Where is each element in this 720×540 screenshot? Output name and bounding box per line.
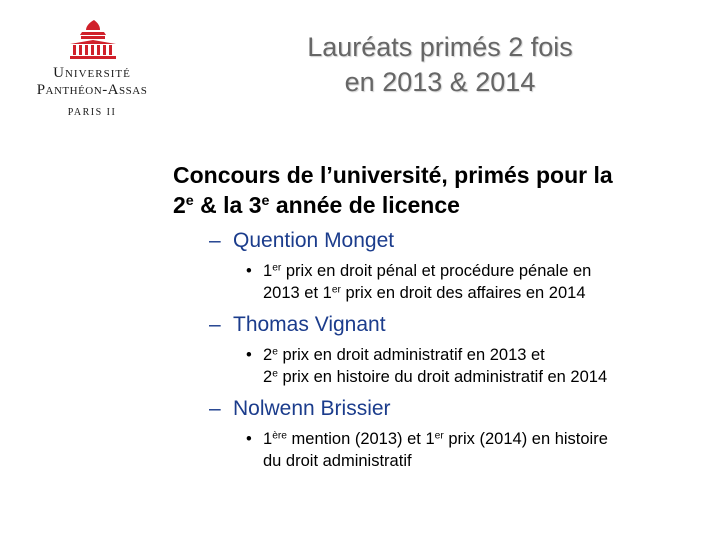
logo-university-text: Université: [53, 65, 131, 81]
slide-title-line-1: Lauréats primés 2 fois: [307, 32, 573, 62]
bullet-icon: •: [246, 430, 252, 448]
dash-bullet: –: [209, 313, 221, 336]
competition-heading-line-1: Concours de l’université, primés pour la: [173, 162, 613, 188]
laureate-name: – Thomas Vignant: [209, 311, 713, 339]
bullet-icon: •: [246, 346, 252, 364]
pantheon-icon: [64, 18, 120, 60]
laureate-detail-line: 2e prix en histoire du droit administratif en 2014: [263, 368, 608, 386]
dash-bullet: –: [209, 229, 221, 252]
competition-heading-line-2: 2e & la 3e année de licence: [173, 192, 460, 218]
logo-paris-text: PARIS II: [67, 107, 117, 118]
laureate-detail-line: 2e prix en droit administratif en 2013 et: [263, 346, 545, 364]
slide-title-line-2: en 2013 & 2014: [344, 67, 536, 97]
laureate-detail: [246, 344, 713, 388]
laureate-detail-line: 2013 et 1er prix en droit des affaires en 2014: [263, 284, 586, 302]
dash-bullet: –: [209, 397, 221, 420]
laureate-name: – Quention Monget: [209, 227, 713, 255]
laureate-detail-line: 1ère mention (2013) et 1er prix (2014) en histoire: [263, 430, 608, 448]
laureate-detail-line: 1er prix en droit pénal et procédure pénale en: [263, 262, 592, 280]
slide-body: [173, 160, 713, 472]
university-logo: [22, 18, 162, 124]
logo-pantheon-assas-text: Panthéon-Assas: [36, 82, 148, 98]
slide-title: [240, 30, 640, 100]
bullet-icon: •: [246, 262, 252, 280]
laureate-name: – Nolwenn Brissier: [209, 395, 713, 423]
competition-heading: [173, 160, 713, 220]
laureate-detail: [246, 428, 713, 472]
laureate-detail: [246, 260, 713, 304]
laureate-detail-line: du droit administratif: [263, 452, 412, 470]
